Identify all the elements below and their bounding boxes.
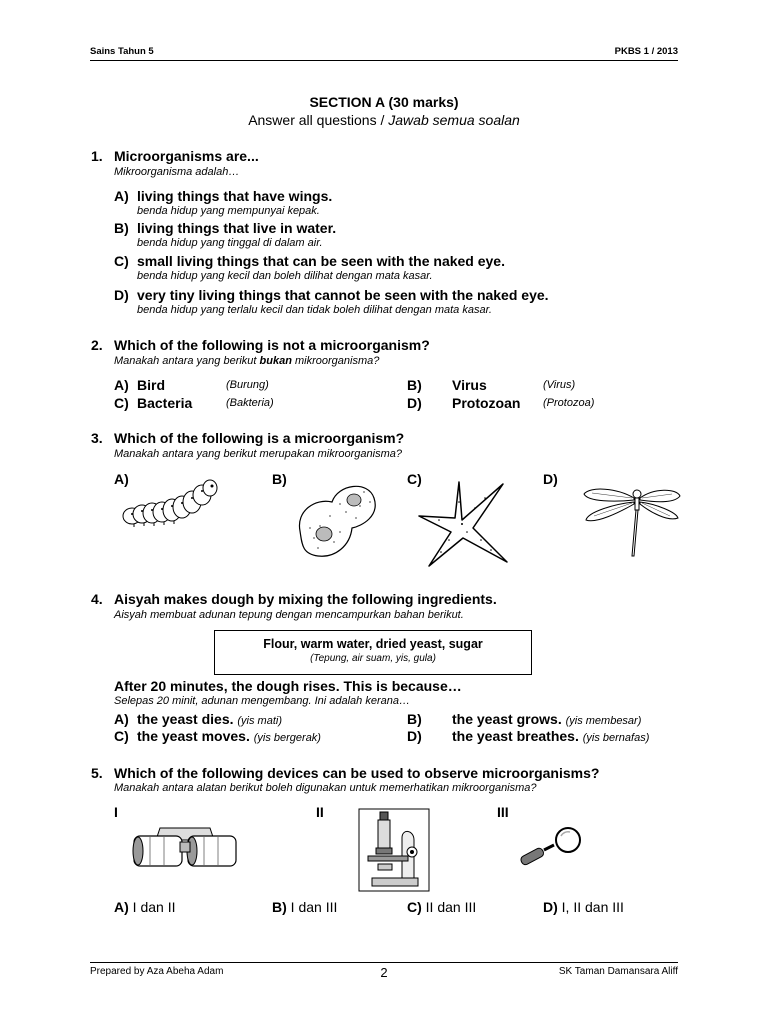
q5-malay: Manakah antara alatan berikut boleh digunakan untuk memerhatikan mikroorganisma? — [114, 782, 537, 794]
q4-option-b-malay: (yis membesar) — [565, 715, 642, 727]
q2-malay — [114, 355, 379, 367]
q3-option-b-label: B) — [272, 471, 287, 487]
q4-option-b-label: B) — [407, 711, 422, 727]
q2-option-a-text: Bird — [137, 377, 165, 393]
q5-option-c-text: II dan III — [425, 899, 477, 915]
q1-malay: Mikroorganisma adalah… — [114, 166, 240, 178]
q4-option-c-malay: (yis bergerak) — [253, 732, 321, 744]
cell-dividing-icon — [290, 476, 380, 561]
q2-number: 2. — [91, 337, 103, 353]
magnifying-glass-icon — [518, 826, 588, 870]
q5-option-a-label: A) — [114, 899, 129, 915]
q2-text: Which of the following is not a microorganism? — [114, 337, 430, 353]
q1-option-a-text: living things that have wings. — [137, 188, 333, 204]
q4-option-c — [137, 728, 321, 744]
starfish-icon — [415, 478, 510, 568]
q5-text: Which of the following devices can be used to observe microorganisms? — [114, 765, 600, 781]
q1-option-a-label: A) — [114, 188, 129, 204]
q2-option-b-label: B) — [407, 377, 422, 393]
q4-followup: After 20 minutes, the dough rises. This is because… — [114, 678, 462, 694]
q1-option-a-malay: benda hidup yang mempunyai kepak. — [137, 205, 320, 217]
q5-item-iii: III — [497, 804, 509, 820]
q4-option-d-label: D) — [407, 728, 422, 744]
q5-option-b-text: I dan III — [290, 899, 338, 915]
q4-number: 4. — [91, 591, 103, 607]
q1-option-d-text: very tiny living things that cannot be seen with the naked eye. — [137, 287, 549, 303]
q2-option-d-malay: (Protozoa) — [543, 397, 595, 409]
q4-option-d-text: the yeast breathes. — [452, 728, 579, 744]
q1-option-c-label: C) — [114, 253, 129, 269]
q2-malay-pre: Manakah antara yang berikut — [114, 355, 260, 367]
q2-malay-emphasis: bukan — [259, 355, 292, 367]
q2-option-a-malay: (Burung) — [226, 379, 269, 391]
q5-option-d-label: D) — [543, 899, 558, 915]
q3-number: 3. — [91, 430, 103, 446]
q5-option-a — [114, 899, 175, 915]
dragonfly-icon — [582, 484, 682, 559]
q4-malay: Aisyah membuat adunan tepung dengan mencampurkan bahan berikut. — [114, 609, 464, 621]
q3-text: Which of the following is a microorganism? — [114, 430, 405, 446]
instruction-malay: Jawab semua soalan — [388, 112, 520, 128]
microscope-icon — [358, 808, 430, 892]
q5-option-c — [407, 899, 476, 915]
q2-option-c-label: C) — [114, 395, 129, 411]
q1-option-d-malay: benda hidup yang terlalu kecil dan tidak boleh dilihat dengan mata kasar. — [137, 304, 492, 316]
q2-option-a-label: A) — [114, 377, 129, 393]
q4-option-c-text: the yeast moves. — [137, 728, 250, 744]
page-number: 2 — [380, 965, 388, 980]
header-left: Sains Tahun 5 — [90, 46, 154, 57]
q4-option-a-text: the yeast dies. — [137, 711, 234, 727]
q4-option-c-label: C) — [114, 728, 129, 744]
binoculars-icon — [130, 822, 240, 874]
q5-option-d — [543, 899, 624, 915]
header-right: PKBS 1 / 2013 — [614, 46, 678, 57]
ingredients-box — [214, 630, 532, 675]
q4-option-b — [452, 711, 641, 727]
q1-option-d-label: D) — [114, 287, 129, 303]
q1-option-b-text: living things that live in water. — [137, 220, 337, 236]
ingredients-malay: (Tepung, air suam, yis, gula) — [310, 653, 436, 664]
q2-option-d-text: Protozoan — [452, 395, 521, 411]
ingredients-text: Flour, warm water, dried yeast, sugar — [263, 637, 483, 651]
q5-option-a-text: I dan II — [132, 899, 176, 915]
q4-option-d-malay: (yis bernafas) — [582, 732, 650, 744]
q1-option-b-malay: benda hidup yang tinggal di dalam air. — [137, 237, 323, 249]
q5-option-b — [272, 899, 337, 915]
q4-option-d — [452, 728, 649, 744]
q4-option-a — [137, 711, 282, 727]
q1-text: Microorganisms are... — [114, 148, 259, 164]
q4-text: Aisyah makes dough by mixing the following ingredients. — [114, 591, 497, 607]
q1-number: 1. — [91, 148, 103, 164]
q2-option-b-text: Virus — [452, 377, 487, 393]
q5-number: 5. — [91, 765, 103, 781]
q3-option-a-label: A) — [114, 471, 129, 487]
footer-left: Prepared by Aza Abeha Adam — [90, 966, 224, 977]
section-title: SECTION A (30 marks) — [309, 94, 459, 110]
q2-option-b-malay: (Virus) — [543, 379, 576, 391]
q4-option-a-label: A) — [114, 711, 129, 727]
q2-option-c-malay: (Bakteria) — [226, 397, 274, 409]
q3-option-d-label: D) — [543, 471, 558, 487]
q1-option-c-text: small living things that can be seen with the naked eye. — [137, 253, 505, 269]
q3-option-c-label: C) — [407, 471, 422, 487]
q5-option-b-label: B) — [272, 899, 287, 915]
q4-option-a-malay: (yis mati) — [237, 715, 282, 727]
q1-option-b-label: B) — [114, 220, 129, 236]
q5-item-i: I — [114, 804, 118, 820]
header-rule — [90, 60, 678, 61]
q5-option-c-label: C) — [407, 899, 422, 915]
instruction-english: Answer all questions / — [248, 112, 389, 128]
footer-right: SK Taman Damansara Aliff — [558, 966, 678, 977]
caterpillar-icon — [120, 478, 220, 528]
q5-item-ii: II — [316, 804, 324, 820]
q4-option-b-text: the yeast grows. — [452, 711, 562, 727]
q3-malay: Manakah antara yang berikut merupakan mikroorganisma? — [114, 448, 402, 460]
q5-option-d-text: I, II dan III — [561, 899, 624, 915]
q2-option-d-label: D) — [407, 395, 422, 411]
q2-option-c-text: Bacteria — [137, 395, 193, 411]
q1-option-c-malay: benda hidup yang kecil dan boleh dilihat dengan mata kasar. — [137, 270, 433, 282]
section-instruction — [90, 112, 678, 128]
q2-malay-post: mikroorganisma? — [291, 355, 380, 367]
footer-rule — [90, 962, 678, 963]
q4-followup-malay: Selepas 20 minit, adunan mengembang. Ini adalah kerana… — [114, 695, 410, 707]
